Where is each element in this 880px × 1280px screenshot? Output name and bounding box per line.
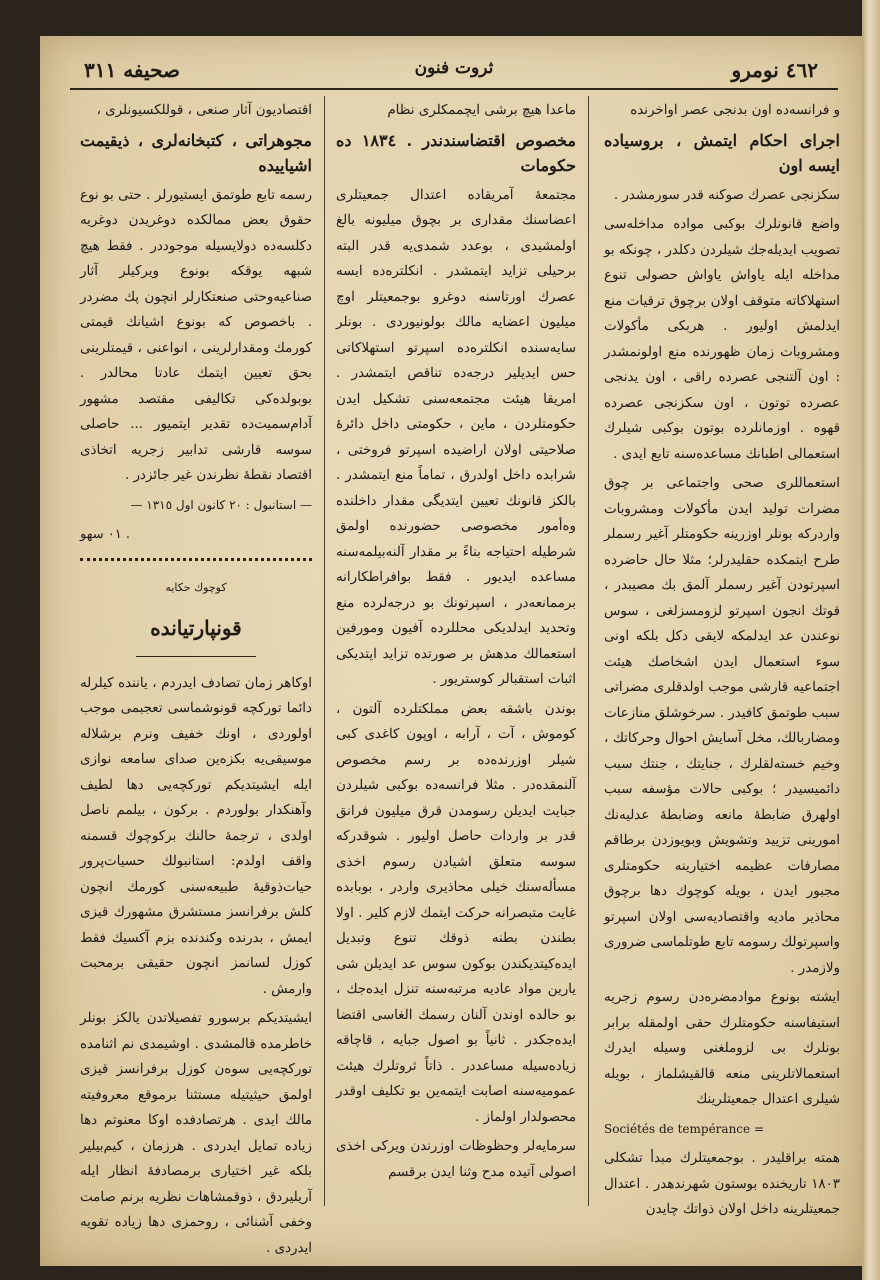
paragraph: مجتمعهٔ آمریقاده اعتدال جمعیتلری اعضاسنك مقداری بر بچوق میلیونه بالغ اولمشیدی ، بوعدد شمدی‌یه قدر البته برحیلی تزاید ایتمشدر . انكلتره‌ده ایسه عصرك اورتاسنه دوغرو بوجمعیتلر اوچ میلیون اعضایه مالك بولونیوردی . بونلر سایه‌سنده انكلتره‌ده اسپرتو استهلاكاتی حس ایدیلیر درجه‌ده تناقص ایتمشدر . امریقا هیئت مجتمعه‌سنی تشكیل ایدن حكومتلردن ، ماین ، حكومتی داخل دائرهٔ صلاحیتی اولان اراضیده اسپرتو فروختی ، شرابده داخل اولدرق ، تماماً منع ایتمشدر . بالكز قانونك تعیین ایتدیگی مقدار داخلنده وه‌أمور مخصوصی حضورنده اولمق شرطیله احتیاجه بناءً بر مقدار آلنه‌بیلمه‌سنه مساعده ایدیور . فقط بوافراطكارانه برممانعه‌در ، اسپرتونك بو درجه‌لرده منع وتحدید ایدلدیكی محللرده آفیون ومورفین استعمالك مدهش بر صورتده تزاید ایتدیكی اثبات استقبالر كوستریور . [336, 187, 576, 687]
paragraph: رسمه تابع طوتمق ایستیورلر . حتی بو نوع حقوق بعض ممالكده دوغریدن دوغریه دكلسه‌ده دولایسیله موجوددر . فقط هیچ شبهه یوقكه بونوع ویركیلر آثار صناعیه‌وحتی صنعتكارلر انچون پك مضردر . باخصوص كه بونوع اشیانك قیمتی كورمك ومقدارلرینی ، انواعنی ، قیمتلرینی بحق تعیین ایتمك عادتا محالدر . بوبولده‌كی تكالیفی مقتصد مشهور آدام‌سمیت‌ده تقدیر ایتمیور ... حاصلی سوسه قارشی تدابیر زجریه اتخاذی اقتصاد نقطهٔ نظرندن غیر جائزدر . [80, 187, 312, 483]
issue-number: ٤٦٢ نومرو [731, 58, 818, 82]
story-paragraph: اوكاهر زمان تصادف ایدردم ، یاننده كیلرله دائما توركچه قونوشماسی تعجبمی موجب اولوردی ، اونك خفیف ونرم برشلاله موسیقی‌یه بكزه‌ین صدای سامعه نوازی ایله ایشیتدیكم توركچه‌یی دها لطیف وآهنكدار بولوردم . بركون ، بیلمم ناصل اولدی ، ترجمهٔ حالنك بركوچوك قسمنه واقف اولدم: استانبولك حسیات‌پرور حیات‌ذوقیهٔ طبیعه‌سنی كورمك انچون كلش برفرانسز مستشرق مشهورك قیزی ایمش ، بدرنده وكندنده بزم آكسیك فقط كوزل لسانمز انچون حقیقی برمحبت وارمش . [80, 675, 312, 997]
book-spine [862, 0, 880, 1280]
section-divider [80, 558, 312, 561]
paragraph: ایشته بونوع موادمضره‌دن رسوم زجریه استیفاسنه حكومتلرك حقی اولمقله برابر بونلرك بی لزوملغنی وسیله ایدرك استعمالاتلرینی منعه قالقیشلماز ، بویله شیلری اعتدال جمعیتلرینك [604, 990, 840, 1107]
paragraph: مخصوص اقتضاسندندر . ١٨٣٤ ده حكومات [336, 130, 576, 175]
paragraph: واضع قانونلرك بوكبی مواده مداخله‌سی تصویب ایدیله‌جك شیلردن دكلدر ، چونكه بو مداخله ایله یاواش یاواش حصولی تنوع استهلاكاته متوقف اولان برچوق ترقیات منع ایدلمش اولیور . هربكی مأكولات ومشروبات زمان ظهورنده منع اولونمشدر : اون آلتنجی عصرده راقی ، اون یدنجی عصرده توتون ، اون سكزنجی عصرده قهوه . اوزمانلرده بوتون بوكبی شیلرك استعمالی اطبانك مساعده‌سنه تابع ایدی . [604, 217, 840, 462]
column-middle [336, 98, 576, 1189]
dateline: — استانبول : ٢٠ كانون اول ١٣١٥ — [130, 497, 312, 512]
paragraph: مجوهراتی ، كتبخانه‌لری ، ذیقیمت اشیاییده [80, 130, 312, 175]
column-left [80, 98, 312, 1265]
paragraph: اقتصادیون آثار صنعی ، قوللكسیونلری ، [96, 103, 312, 118]
paragraph: همته براقلیدر . بوجمعیتلرك مبدأ تشكلی ١٨٠٣ تاریخنده بوستون شهرندهدر . اعتدال جمعیتلرینه داخل اولان ذواتك چایدن [604, 1151, 840, 1217]
column-divider [588, 96, 589, 1206]
paragraph: استعماللری صحی واجتماعی بر چوق مضرات تولید ایدن مأكولات ومشروبات واردركه بونلر اوزرینه حكومتلر آغیر رسملر طرح ایتمكده حقلیدرلر؛ مثلا حال حاضرده اسپرتودن آغیر رسملر آلمق بك مصیبدر ، قوتك انجون اسپرتو لزومسزلغی ، سوس نوعندن عد ایدلمكه لایقی دكل بلكه اونی سوء استعمال ایدن اشخاصك هیئت اجتماعیه قارشی موجب اولدقلری مضراتی سبب طوتمق كافیدر . سرخوشلق منازعات ومضاربالك، مخل آسایش احوال وحركاتك ، وخیم خسته‌لقلرك ، جنایتك ، جنتك سبب دائمیسیدر ؛ بوكبی حالات مؤسفه سبب اولهرق ضابطهٔ مانعه وضابطهٔ عدلیه‌نك امورینی تزیید وتشویش وبویوزدن برطاقم مصارفات عظیمه اختیارینه حكومتلری مجبور ایدن ، بویله كوچوك دها برچوق محاذیر مادیه واقتصادیه‌سی اولان اسپرتو واسپرتولك رسومه تابع طوتلماسی ضروری ولازمدر . [604, 476, 840, 976]
paragraph: سکزنجی عصرك صوكنه قدر سورمشدر . [613, 187, 840, 203]
column-divider [324, 96, 325, 1206]
paragraph: و فرانسه‌ده اون بدنجی عصر اواخرنده [630, 103, 840, 118]
page-number: صحيفه ٣١١ [84, 58, 180, 82]
page-header [70, 54, 838, 90]
story-subtitle: كوچوك حكایه [165, 580, 227, 594]
story-paragraph: ایشیتدیكم برسورو تفصیلاتدن یالكز بونلر خاطرمده قالمشدی . اوشیمدی نم اثنامده توركچه‌یی سوه‌ن كوزل برفرانسز قیزی اولمق حیثیتیله مستثنا برموقع معروفیته مالك ایدی . هرتصادفده اوكا معنوتم دها زیاده تمایل ایدردی . هرزمان ، كیم‌بیلیر بلكه غیر اختیاری برمصادفهٔ انظار ایله آریلیردق ، ذوقمشاهات نظریه برنم صامت وخفی آشنائی ، روحمزی دها زیاده تقویه ایدردی . [80, 1011, 312, 1256]
paragraph: بوندن باشقه بعض مملكتلرده آلتون ، كوموش ، آت ، آرابه ، اوپون كاغدی كبی شیلر اوزرنده‌ده بر رسم مخصوص آلنمقده‌در . مثلا فرانسه‌ده بوكبی شیلردن جبایت ایدیلن رسومدن قرق میلیون فرانق قدر بر واردات حاصل اولیور . شوقدركه سوسه متعلق اشیادن رسوم اخذی مسأله‌سنك خیلی محاذیری واردر ، بوبابده غایت متبصرانه حركت ایتمك لازم كلیر . اولا بطندن بطنه ذوقك تنوع وتبدیل ایده‌كیتدیكندن بوكون سوس عد ایدیلن شی یارین مواد عادیه مرتبه‌سنه تنزل ایده‌جك ، بو حالده اوندن آلنان رسمك الغاسی اقتضا ایده‌جكدر . ثانیاً بو اصول جبایه ، قاچاقه زیاده‌سیله مساعددر . ذاتاً ثروتلرك هیئت عمومیه‌سنه اصابت ایتمه‌ین بو تكلیف اوقدر محصولدار اولماز . [336, 701, 576, 1125]
signature: ٠١ سهو . [80, 527, 130, 542]
paragraph: سرمایه‌لر وحظوظات اوزرندن ویركی اخذی اصولی آتیده مدح وثنا ایدن برقسم [336, 1139, 576, 1180]
story-title: قونپارتیانده [150, 616, 242, 640]
journal-title: ثروت فنون [414, 58, 494, 78]
column-right [604, 98, 840, 1227]
french-term: Sociétés de tempérance = [604, 1121, 764, 1136]
paragraph: ماعدا هیچ برشی ایچممكلری نظام [387, 103, 576, 118]
newspaper-page [40, 36, 862, 1266]
title-rule [136, 656, 256, 657]
paragraph: اجرای احکام ایتمش ، بروسیاده ایسه اون [604, 130, 840, 175]
